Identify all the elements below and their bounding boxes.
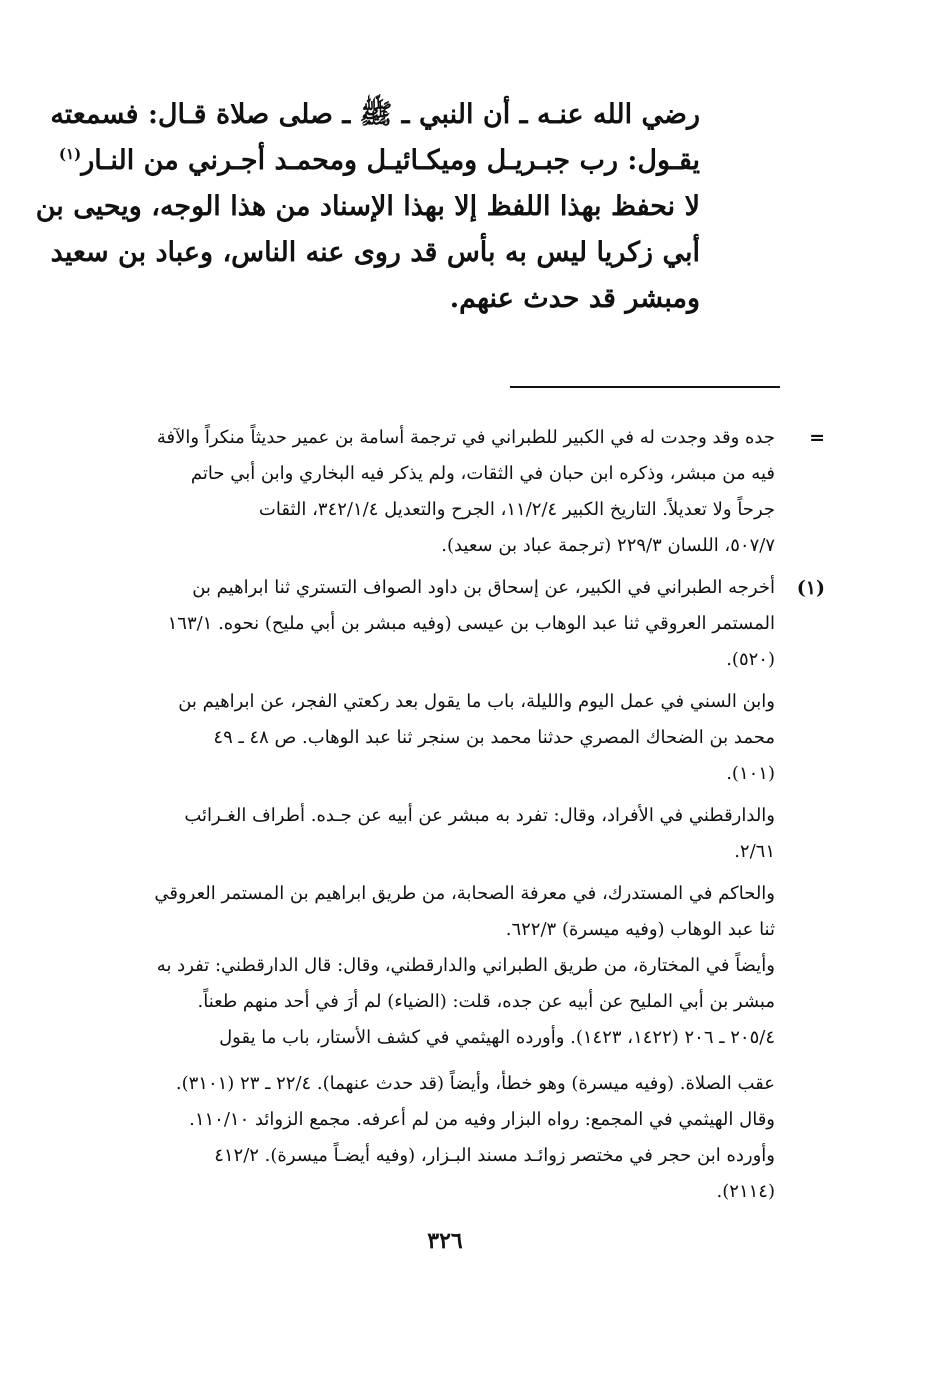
main-line-1: رضي الله عنـه ـ أن النبي ـ ﷺ ـ صلى صلاة قـال: فسمعته <box>50 99 700 130</box>
footnote-line: أخرجه الطبراني في الكبير، عن إسحاق بن داود الصواف التستري ثنا ابراهيم بن <box>192 577 775 598</box>
footnote-1-marker: (١) <box>796 577 825 599</box>
footnote-line: ٢٠٥/٤ ـ ٢٠٦ (١٤٢٢، ١٤٢٣). وأورده الهيثمي في كشف الأستار، باب ما يقول <box>219 1027 775 1048</box>
footnote-line: (٥٢٠). <box>726 649 775 670</box>
page-number: ٣٢٦ <box>427 1228 463 1254</box>
footnote-1-paragraph-1 <box>95 570 775 678</box>
continuation-line-3: جرحاً ولا تعديلاً. التاريخ الكبير ١١/٢/٤، الجرح والتعديل ٣٤٢/١/٤، الثقات <box>258 499 775 520</box>
footnote-separator <box>510 386 780 388</box>
continuation-line-2: فيه من مبشر، وذكره ابن حبان في الثقات، ولم يذكر فيه البخاري وابن أبي حاتم <box>190 463 775 484</box>
footnote-line: وأورده ابن حجر في مختصر زوائـد مسند البـزار، (وفيه أيضـاً ميسرة). ٤١٢/٢ <box>214 1145 775 1166</box>
main-line-2-text: يقـول: رب جبـريـل وميكـائيـل ومحمـد أجـرني من النـار <box>81 145 700 176</box>
footnote-1-paragraph-5 <box>95 948 775 1210</box>
footnote-line: وقال الهيثمي في المجمع: رواه البزار وفيه من لم أعرفه. مجمع الزوائد ١١٠/١٠. <box>189 1109 775 1130</box>
footnote-line: عقب الصلاة. (وفيه ميسرة) وهو خطأ، وأيضاً (قد حدث عنهما). ٢٢/٤ ـ ٢٣ (٣١٠١). <box>175 1073 775 1094</box>
continuation-line-1: جده وقد وجدت له في الكبير للطبراني في ترجمة أسامة بن عمير حديثاً منكراً والآفة <box>156 427 775 448</box>
footnote-line: ٢/٦١. <box>734 841 775 862</box>
footnotes <box>95 420 825 1216</box>
continuation-line-4: ٥٠٧/٧، اللسان ٢٢٩/٣ (ترجمة عباد بن سعيد). <box>441 535 775 556</box>
footnote-line: وابن السني في عمل اليوم والليلة، باب ما يقول بعد ركعتي الفجر، عن ابراهيم بن <box>178 691 775 712</box>
main-line-4: أبي زكريا ليس به بأس قد روى عنه الناس، وعباد بن سعيد <box>50 237 700 268</box>
footnote-1 <box>95 570 825 1210</box>
footnote-line: (٢١١٤). <box>716 1181 775 1202</box>
footnote-line: مبشر بن أبي المليح عن أبيه عن جده، قلت: (الضياء) لم أرَ في أحد منهم طعناً. <box>197 991 775 1012</box>
continuation-marker: = <box>809 427 825 449</box>
footnote-line: ثنا عبد الوهاب (وفيه ميسرة) ٦٢٢/٣. <box>505 919 775 940</box>
main-line-2 <box>58 138 700 184</box>
footnote-ref: (١) <box>58 145 82 163</box>
footnote-line: وأيضاً في المختارة، من طريق الطبراني والدارقطني، وقال: قال الدارقطني: تفرد به <box>156 955 775 976</box>
footnote-line: (١٠١). <box>726 763 775 784</box>
main-line-5: ومبشر قد حدث عنهم. <box>449 283 700 314</box>
main-text <box>35 92 700 322</box>
footnote-line: والدارقطني في الأفراد، وقال: تفرد به مبشر عن أبيه عن جـده. أطراف الغـرائب <box>184 805 775 826</box>
footnote-continuation <box>95 420 825 564</box>
footnote-line: محمد بن الضحاك المصري حدثنا محمد بن سنجر ثنا عبد الوهاب. ص ٤٨ ـ ٤٩ <box>213 727 775 748</box>
footnote-line: المستمر العروقي ثنا عبد الوهاب بن عيسى (وفيه مبشر بن أبي مليح) نحوه. ١٦٣/١ <box>167 613 775 634</box>
footnote-line: والحاكم في المستدرك، في معرفة الصحابة، من طريق ابراهيم بن المستمر العروقي <box>154 883 775 904</box>
main-line-3: لا نحفظ بهذا اللفظ إلا بهذا الإسناد من هذا الوجه، ويحيى بن <box>35 191 700 222</box>
footnote-1-paragraph-4 <box>95 876 775 948</box>
footnote-1-paragraph-2 <box>95 684 775 792</box>
footnote-1-paragraph-3 <box>95 798 775 870</box>
